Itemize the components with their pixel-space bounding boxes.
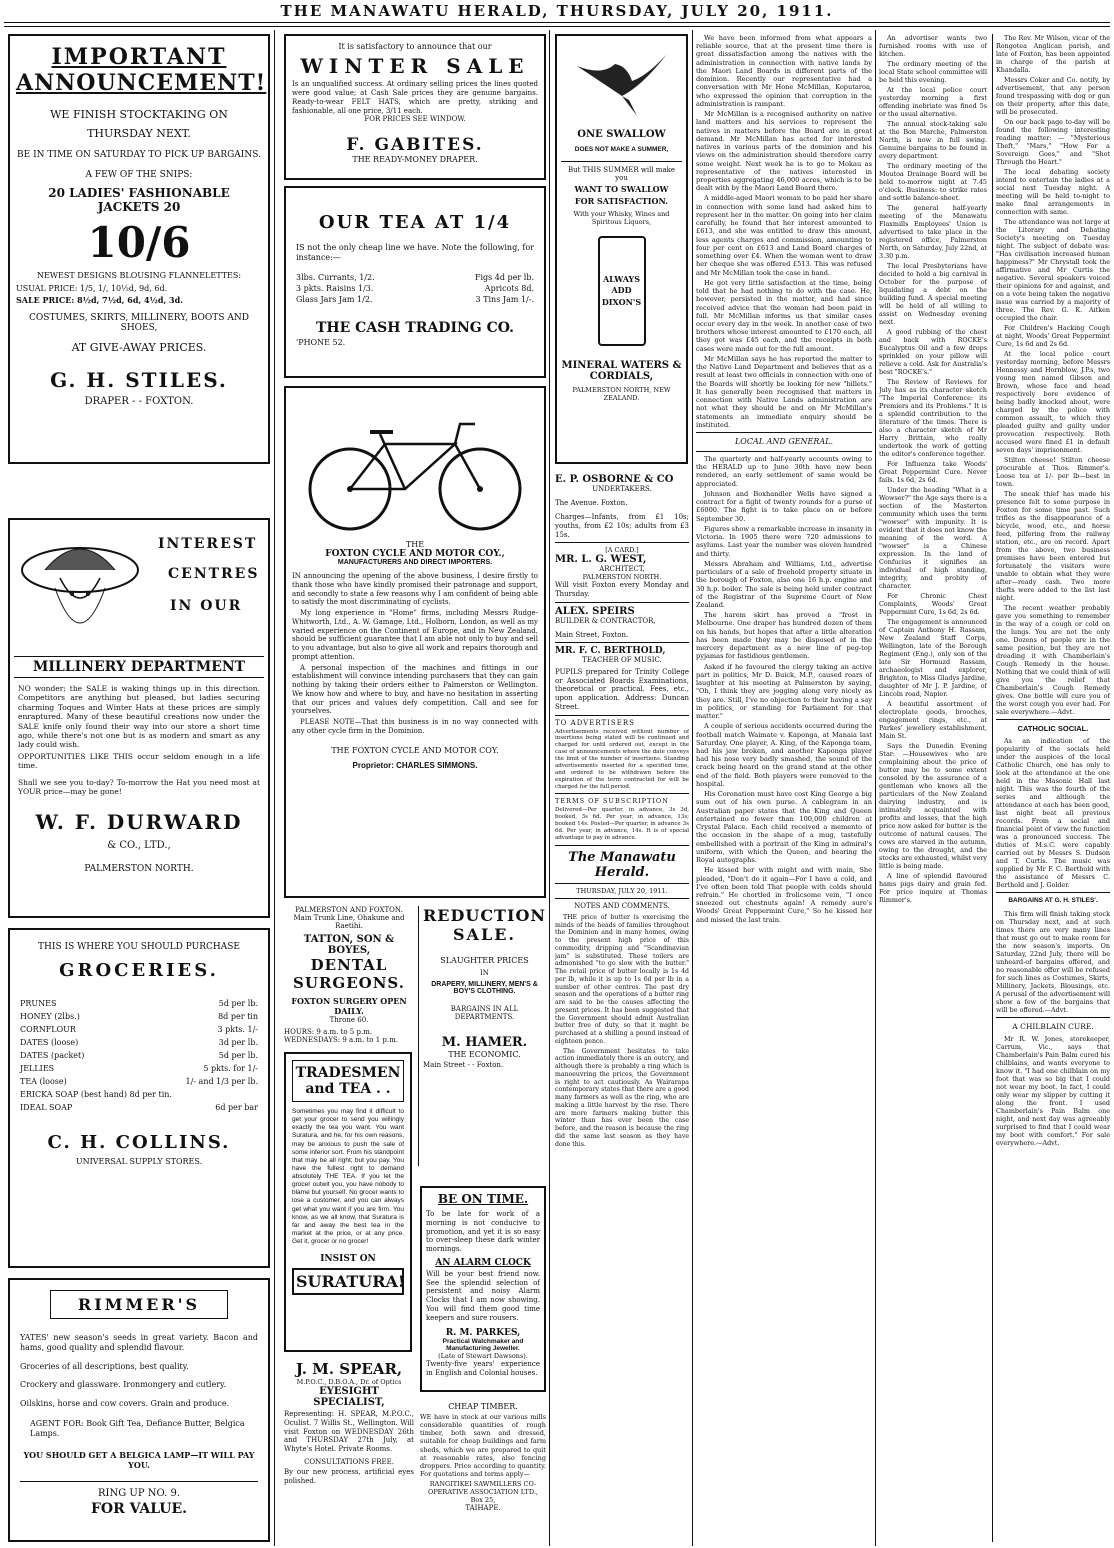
paragraph: The annual stock-taking sale at the Bon Marche, Palmerston North, is now in full swing. Genuine bargains to be found in every department. (879, 120, 987, 160)
ad-body: PUPILS prepared for Trinity College or Associated Boards Examinations, theoretical or practical. Fees, etc., upon application. Address: Duncan Street. (555, 667, 689, 711)
ad-body: Shall we see you to-day? To-morrow the Hat you need most at YOUR price—may be gone! (18, 778, 260, 797)
ad-text: FOXTON SURGERY OPEN DAILY. (291, 996, 407, 1016)
column-6 (992, 34, 1110, 1542)
suratura-ad (284, 1052, 412, 1352)
ad-text: M.P.O.C., D.B.O.A., Dr. of Optics (296, 1378, 402, 1386)
advertiser-name: C. H. COLLINS. (47, 1132, 231, 1153)
bicycle-illustration (295, 404, 535, 534)
item-price: 5d per lb. (218, 1051, 258, 1060)
item-price: 5d per lb. (218, 999, 258, 1008)
ad-signature: THE FOXTON CYCLE AND MOTOR COY. (331, 745, 499, 755)
gabites-ad (284, 34, 546, 180)
price-display: 10/6 (87, 218, 191, 267)
swallow-illustration (567, 46, 677, 121)
price-row (20, 997, 258, 1010)
paragraph: This firm will finish taking stock on Thursday next, and at such times there are very many lines that must go out to make room for the new season's imports. On Saturday, 22nd July, there will be unheard-of bargains offered, and no reasonable offer will be refused for such lines as Costumes, Skirts, Millinery, Jackets, Blousings, etc. A perusal of the advertisement will show a few of the bargains that will be offered.—Advt. (996, 909, 1110, 1014)
item: Apricots 8d. (484, 284, 534, 293)
ad-text: TATTON, SON & BOYES, (303, 934, 395, 956)
ad-heading: FOXTON CYCLE AND MOTOR COY., (325, 549, 505, 559)
column-divider (875, 30, 876, 1546)
paragraph: The recent weather probably gave you something to remember in the way of a cough or cold on the lungs. You are not the only one. Dozens of people are in the same position, but they are not dreading it with Chamberlain's Cough Remedy in the house. Nothing that we could think of will give you the relief that Chamberlain's Cough Remedy gives. One bottle will cure you of the worst cough you ever had. For sale everywhere.—Advt. (996, 604, 1110, 716)
paragraph: Figures show a remarkable increase in insanity in Victoria. In 1905 there were 720 admissions to asylums. Last year the number was eleven hundred and thirty. (696, 524, 872, 558)
paragraph: The sneak thief has made his presence felt to some purpose in Foxton for some time past. Such trifles as the disappearance of a bicycle, wood, etc., and horse feed, pilfering from the railway station, etc., are on record. Apart from the above, two business premises have been entered but fortunately the visitors were unable to obtain what they were after—ready cash. Two more thefts were added to the list last night. (996, 490, 1110, 602)
advertiser-place: PALMERSTON NORTH, NEW ZEALAND. (572, 386, 671, 402)
ad-heading: ANNOUNCEMENT! (16, 70, 267, 96)
ad-text: WANT TO SWALLOW (574, 184, 669, 194)
paragraph: A middle-aged Maori woman to be paid her share in connection with some land had asked him to represent her in the matter. On going into her claim carefully, he found that her interest amounted to £613, and she was entitled to draw this amount, less agents charges and commission, amounting to four per cent on £613 and Land Board charges of something over £4. When the woman went to draw her cheque she was offered £513. This was refused and Mr McMillan took the case in hand. (696, 194, 872, 277)
ad-heading: EYESIGHT SPECIALIST, (313, 1386, 385, 1408)
paragraph: The local Presbyterians have decided to hold a big carnival in October for the purpose of liquidating a debt on the building fund. A special meeting will be held of all willing to assist on Wednesday evening next. (879, 262, 987, 326)
ad-body: PLEASE NOTE—That this business is in no way connected with any other cycle firm in the Dominion. (292, 718, 538, 735)
item-price: 8d per tin (218, 1012, 258, 1021)
paragraph: The quarterly and half-yearly accounts owing to the HERALD up to June 30th have now been rendered, an early settlement of same would be appreciated. (696, 455, 872, 488)
advertiser-sub: ARCHITECT, (599, 565, 645, 574)
item: 3 Tins Jam 1/-. (475, 295, 534, 304)
price-row (20, 1062, 258, 1075)
item-name: DATES (packet) (20, 1051, 85, 1060)
ad-body: Sometimes you may find it difficult to get your grocer to send you willingly exactly the tea you want. You want Suratura, and he, for his own reasons, may be anxious to push the sale of some inferior sort. From his standpoint that may be all right; but you pay. You have the fullest right to demand absolutely THE TEA. If you let the grocer outwit you, you have nobody to blame but yourself. No grocer wants to lose a customer, and you can always get what you want if you are firm. You know, as we all know, that Suratura is far and away the best tea in the market at the price, or at any price. Get it, grocer or no grocer! (292, 1108, 404, 1245)
paragraph: Mr McMillan says he has reported the matter to the Native Land Department and believes that as a result at least two officials in connection with one of the Boards will shortly be looking for new "billets." It has generally been recognised that matters in connection with Native Lands administration are not what they should be and on Mr McMillan's statements an immediate enquiry should be instituted. (696, 354, 872, 429)
ad-body: Representing: H. SPEAR, M.P.O.C., Oculist. 7 Willis St., Wellington. Will visit Foxton on WEDNESDAY 26th and THURSDAY 27th July, at Whyte's Hotel. Private Rooms. (284, 1410, 414, 1453)
paragraph: The local debating society intend to entertain the ladies at a social next Tuesday night. A meeting will be held to-night to make final arrangements in connection with same. (996, 168, 1110, 216)
advertiser-sub: UNIVERSAL SUPPLY STORES. (75, 1157, 203, 1166)
ad-text: NEWEST DESIGNS BLOUSING FLANNELETTES: (36, 271, 242, 280)
ad-heading: IN OUR (170, 598, 243, 614)
paragraph: A couple of serious accidents occurred during the football match Waimate v. Kaponga, at Manaia last Saturday. One player, A. King, of the Kaponga team, had his jaw broken, and another Kaponga player had his nose very badly smashed, the sound of the crack being heard on the grand stand at the other end of the field. Both players were removed to the hospital. (696, 722, 872, 788)
advertiser-name: R. M. PARKES, (445, 1328, 521, 1339)
paragraph: Asked if he favoured the clergy taking an active part in politics, Mr D. Buick, M.P., caused roars of laughter at his meeting at Palmerston by saying, "Oh, I think they are jogging along very nicely as they are. Still, I've no objection to their having a say in politics, or standing for Parliament for that matter." (696, 662, 872, 721)
advertiser-name: E. P. OSBORNE & CO (555, 474, 674, 485)
section-heading: BARGAINS AT G. H. STILES'. (1008, 897, 1098, 905)
collins-ad (8, 928, 270, 1268)
cash-trading-ad (284, 186, 546, 378)
paragraph: For Children's Hacking Cough at night, Woods' Great Peppermint Cure, 1s 6d and 2s 6d. (996, 324, 1110, 348)
ad-text: A FEW OF THE SNIPS: (85, 170, 193, 180)
masthead-rule-2 (4, 26, 1110, 27)
paragraph: Mr R. W. Jones, storekeeper, Carrum, Vic., says that Chamberlain's Pain Balm cured his chilblains, and wants everyone to know it. "I had one chilblain on my foot that was so big that I could not wear my boot. In fact, I could only wear my slipper by cutting it along the front. I used Chamberlain's Pain Balm one night, and next day was agreeably surprised to find that I could wear my boot with comfort." For sale everywhere.—Advt. (996, 1034, 1110, 1147)
ad-body: Charges—Infants, from £1 10s; youths, from £2 10s; adults from £3 15s. (555, 513, 689, 539)
paragraph: Messrs Coker and Co. notify, by advertisement, that any person found trespassing with dog or gun on their property, after this date, will be prosecuted. (996, 76, 1110, 116)
price-list (20, 997, 258, 1114)
ad-heading: INTEREST (158, 536, 258, 552)
item: Figs 4d per lb. (474, 273, 534, 282)
section-heading: TERMS OF SUBSCRIPTION (555, 797, 669, 806)
advertiser-name: J. M. SPEAR, (295, 1360, 403, 1378)
ad-body: Crockery and glassware. Ironmongery and cutlery. (20, 1380, 227, 1390)
ad-text: Main Trunk Line, Ohakune and Raetihi. (293, 914, 405, 930)
ad-body: Will visit Foxton every Monday and Thursday. (555, 581, 689, 598)
item-name: HONEY (2lbs.) (20, 1012, 80, 1021)
advertiser-name: M. HAMER. (441, 1035, 528, 1050)
paragraph: At the local police court yesterday morning, before Messrs Hennessy and Hornblow, J.P.s, two young men named Gibson and Brown, whose face and head respectively bore evidence of being badly knocked about, were charged by the police with common assault, to which they pleaded guilty and guilty under provocation respectively. Both accused were fined £1 in default seven days' imprisonment. (996, 350, 1110, 454)
ad-text: THE (405, 540, 425, 549)
advertiser-name: MR. L. G. WEST, (555, 554, 647, 566)
item-name: DATES (loose) (20, 1038, 79, 1047)
ad-body: IN announcing the opening of the above business, I desire firstly to thank those who have kindly promised their patronage and support, and secondly to state a few reasons why I am confident of being able to satisfy the most discriminating of cyclists. (292, 572, 538, 607)
ad-heading: REDUCTION (423, 906, 546, 925)
ad-proprietor: Proprietor: CHARLES SIMMONS. (352, 760, 478, 770)
paper-date: THURSDAY, JULY 20, 1911. (576, 886, 668, 895)
timber-ad (420, 1402, 546, 1542)
ad-text: PALMERSTON AND FOXTON. (295, 906, 403, 914)
paragraph: We have been informed from what appears a reliable source, that at the present time there is great dissatisfaction among the natives with the administration in connection with native lands by the Maori Land Boards in different parts of the dominion. Recently our representative had a conversation with Mr Hone McMillan, Koputaroa, who expressed the opinion that corruption in the administration is rampant. (696, 34, 872, 108)
item-price: 3 pkts. 1/- (217, 1025, 258, 1034)
ad-text: WE FINISH STOCKTAKING ON (50, 108, 228, 121)
stiles-ad (8, 34, 270, 464)
advertiser-sub: Practical Watchmaker and Manufacturing Jeweller. (442, 1338, 524, 1353)
advertiser-sub: BUILDER & CONTRACTOR, (555, 616, 656, 625)
paragraph: The general half-yearly meeting of the Manawatu Flaxmills Employees' Union is advertised to take place in the registered office, Palmerston North, on Saturday, July 22nd, at 3.30 p.m. (879, 204, 987, 260)
ad-text: IN (480, 969, 489, 977)
ad-text: WEDNESDAYS: 9 a.m. to 1 p.m. (284, 1036, 398, 1044)
ad-text: RING UP NO. 9. (20, 1481, 258, 1499)
advertiser-place: PALMERSTON NORTH. (582, 573, 662, 582)
price-row (20, 1101, 258, 1114)
section-heading: CATHOLIC SOCIAL. (1017, 724, 1089, 733)
item-price: 1/- and 1/3 per lb. (185, 1077, 258, 1086)
item-price: 6d per bar (215, 1103, 258, 1112)
advertiser-name: ALEX. SPEIRS (555, 605, 635, 617)
ad-text: DOES NOT MAKE A SUMMER, (574, 146, 669, 153)
ad-body: YATES' new season's seeds in great variety. Bacon and hams, good quality and splendid flavour. (20, 1333, 258, 1353)
ad-body: Twenty-five years' experience in English and Colonial houses. (426, 1360, 540, 1377)
section-heading: NOTES AND COMMENTS. (574, 901, 670, 910)
ad-body: Oilskins, horse and cow covers. Grain and produce. (20, 1398, 230, 1408)
ad-heading: AN ALARM CLOCK (435, 1257, 531, 1268)
masthead-rule (4, 22, 1110, 23)
ad-body: IS not the only cheap line we have. Note the following, for instance:— (296, 243, 534, 262)
ad-text: DRAPERY, MILLINERY, MEN'S & BOY'S CLOTHING. (431, 981, 538, 995)
paragraph: His Coronation must have cost King George a big sum out of his own purse. A cablegram in an Australian paper states that the King and Queen entertained no fewer than 100,000 children at Crystal Palace. Each child received a memento of the occasion in the shape of a mug, tastefully embellished with a portrait of the King in admiral's uniform, with which the Queen, and bearing the Royal autographs. (696, 790, 872, 865)
paragraph: Messrs Abraham and Williams, Ltd., advertise particulars of a sale of freehold property situate in the borough of Foxton, also one 16 h.p. engine and 30 h.p. boiler. The sale is being held under contract of the Registrar of the Supreme Court of New Zealand. (696, 559, 872, 609)
ad-text: THIS IS WHERE YOU SHOULD PURCHASE (38, 942, 240, 952)
paragraph: A good rubbing of the chest and back with ROCKE's Eucalyptus Oil and a few drops sprinkled on your pillow will relieve a cold. Ask for Australia's best "ROCKE's." (879, 328, 987, 376)
ad-text: BE IN TIME ON SATURDAY TO PICK UP BARGAINS. (17, 150, 261, 160)
ad-body: Will be your best friend now. See the splendid selection of persistent and noisy Alarm Clocks that I am now showing. You will find them good time keepers and sure rousers. (426, 1269, 540, 1322)
hamer-ad (418, 906, 546, 1166)
paragraph: A beautiful assortment of electroplate goods, brooches, engagement rings, etc., at Parkes' jewellery establishment, Main St. (879, 700, 987, 740)
paragraph: Johnson and Boxhandler Wells have signed a contract for a fight of twenty rounds for a purse of £6000. The fight is to take place on or before September 30. (696, 489, 872, 523)
item: Glass Jars Jam 1/2. (296, 295, 373, 304)
item-price: 3d per lb. (218, 1038, 258, 1047)
ad-text: It is satisfactory to announce that our (338, 42, 492, 51)
advertiser-name: RIMMER'S (50, 1290, 228, 1319)
item: 3 pkts. Raisins 1/3. (296, 284, 374, 293)
item-name: ERICKA SOAP (best hand) 8d per tin. (20, 1090, 173, 1099)
ad-text: 20 LADIES' FASHIONABLE JACKETS 20 (48, 186, 230, 214)
hat-illustration (20, 528, 140, 648)
ad-body: WE have in stock at our various mills considerable quantities of rough timber, both sawn and dressed, suitable for cheap buildings and farm sheds, which we are prepared to quit at reasonable rates, also fencing droppers. Price according to quantity. For quotations and terms apply— (420, 1413, 546, 1478)
column-3-cards (555, 474, 689, 1544)
item-row (296, 284, 534, 293)
ad-heading: CHEAP TIMBER. (448, 1402, 518, 1411)
ad-text: [A CARD.] (605, 546, 639, 555)
ad-heading: OUR TEA AT 1/4 (318, 212, 512, 233)
ad-text: MANUFACTURERS AND DIRECT IMPORTERS. (337, 559, 493, 566)
paragraph: The Government hesitates to take action immediately there is an outcry, and although there is probably a ring which is manoeuvring the prices, the Government is right to act cautiously. As Wairarapa contemporary states that there are a good many farmers as well as the ring, who are making a little harvest by the rise. There are more farmers making butter this winter than has ever been the case before, and the reason is because the ring did the same last season as they have done this. (555, 1047, 689, 1148)
paragraph: At the local police court yesterday morning a first offending inebriate was fined 5s or the usual alternative. (879, 86, 987, 118)
ad-heading: BE ON TIME. (437, 1192, 529, 1206)
advertiser-name: MR. F. C. BERTHOLD, (555, 645, 666, 656)
article-body (555, 914, 689, 1149)
advertiser-sub: THE ECONOMIC. (448, 1050, 521, 1059)
paragraph: He kissed her with might and with main, She pleaded, "Don't do it again—For I have a cold, and I've often been told That people with colds should refrain." He chortled in frolicsome vein, "I once sneezed out chestnuts again! A remedy sure's Woods' Great Peppermint Cure," So he kissed her and missed the last train. (696, 866, 872, 924)
section-heading: TO ADVERTISERS (555, 718, 635, 727)
item-name: JELLIES (20, 1064, 55, 1073)
notice-body: Advertisements received without number of insertions being stated will be continued and charged for until ordered out, except in the case of announcements where the date conveys the limit of the number of insertions. Standing advertisements inserted for a specified time, and ordered to be withdrawn before the expiration of the term contracted for will be charged for the full period. (555, 728, 689, 790)
ad-text: THURSDAY NEXT. (87, 127, 191, 140)
paragraph: An advertiser wants two furnished rooms with use of kitchen. (879, 34, 987, 58)
ad-text: But THIS SUMMER will make you (561, 161, 682, 182)
paragraph: THE price of butter is exercising the minds of the heads of families throughout the Dominion and in many homes, owing to the present high price of this commodity, dripping and "Scandinavian jam" is substituted. These toilers are admonished "to go slow with the butter." The retail price of butter locally is 1s 4d per lb, while it is up to 1s 6d per lb in a number of other centres. The past dry season and the operations of a butter ring are said to be the causes affecting the present prices. It has been suggested that the Government should admit Australian butter free of duty, so that it might be purchased at a shilling a pound instead of eighteen pence. (555, 913, 689, 1045)
column-divider (274, 30, 275, 1546)
ad-text: Throne 60. (329, 1016, 369, 1024)
paragraph: Says the Dunedin Evening Star: —Housewives who are complaining about the price of butter may be to some extent consoled by the assurance of a gentleman who knows all the particulars of the New Zealand dairying industry, and is intimately acquainted with profits and losses, that the high price now asked for butter is the outcome of natural causes. The cows are starved in the autumn, owing to the drought, and the stocks are exhausted, whilst very little is being made. (879, 742, 987, 870)
masthead: THE MANAWATU HERALD, THURSDAY, JULY 20, 1911. (280, 2, 834, 20)
advertiser-sub: TEACHER OF MUSIC. (582, 655, 662, 664)
paragraph: As an indication of the popularity of the socials held under the auspices of the local Catholic Church, one has only to look at the attendance at the one held in the Masonic Hall last night. This was the fourth of the series and although the attendance at each has been good, last night beat all previous records. From a social and financial point of view the function was a pronounced success. The duties of M.s.C. were capably carried out by Messrs S. Dudson and T. Curtis. The music was supplied by Mr F. C. Berthold with the assistance of Messrs C. Berthold and J. Golder. (996, 737, 1110, 890)
ad-heading: ONE SWALLOW (577, 129, 666, 140)
ad-text: AT GIVE-AWAY PRICES. (71, 341, 207, 354)
paragraph: The engagement is announced of Captain Anthony H. Rassam, New Zealand Staff Corps, Wellington, late of the Borough Regiment (Eng.), only son of the late Sir Hormuzd Rassam, archaeologist and explorer, Brighton, to Miss Gladys Jardine, daughter of Mr J. P. Jardine, of Lincoln road, Napier. (879, 618, 987, 698)
ad-body: YOU SHOULD GET A BELGICA LAMP—IT WILL PAY YOU. (23, 1449, 255, 1471)
ad-text: FOR VALUE. (90, 1500, 188, 1517)
paragraph: The harem skirt has proved a "frost in Melbourne. One draper has hundred dozen of them on his hands, but hopes that after a little alteration has been made they may be disposed of in the mercery department as a new line of peg-top pyjamas for fastidious gentlemen. (696, 611, 872, 661)
ad-body: My long experience in "Home" firms, including Messrs Rudge-Whitworth, Ltd., A. W. Gamage, Ltd., Holborn, London, as well as my varied experience on the Continent of Europe, and in New Zealand, should be sufficient guarantee that I am able not only to buy and sell to you advantage, but also to give all work and repairs thorough and prompt attention. (292, 609, 538, 661)
paper-title: The Manawatu Herald. (568, 849, 676, 880)
price-row (20, 1075, 258, 1088)
ad-text: With your Whisky, Wines and Spiritous Liquors, (573, 210, 670, 226)
price-row (20, 1049, 258, 1062)
ad-text: FOR SATISFACTION. (574, 196, 669, 206)
paragraph: For Chronic Chest Complaints, Woods' Great Peppermint Cure, 1s 6d, 2s 6d. (879, 592, 987, 616)
dixon-ad (555, 34, 688, 464)
price-row (20, 1023, 258, 1036)
ad-body: Groceries of all descriptions, best quality. (20, 1361, 189, 1371)
advertiser-sub: DRAPER - - FOXTON. (84, 396, 194, 407)
ad-text: HOURS: 9 a.m. to 5 p.m. (284, 1028, 373, 1036)
advertiser-name: RANGITIKEI SAWMILLERS CO-OPERATIVE ASSOCIATION LTD., (427, 1480, 538, 1496)
rimmer-ad (8, 1278, 270, 1542)
ad-heading: IMPORTANT (51, 44, 227, 70)
usual-price: USUAL PRICE: 1/5, 1/, 10½d, 9d, 6d. (16, 284, 168, 293)
parkes-ad (420, 1186, 546, 1392)
ad-body: Is an unqualified success. At ordinary selling prices the lines quoted were good value; at Cash Sale prices they are genuine bargains. Ready-to-wear FELT HATS, which are pretty, striking and fashionable, all one price, 3/11 each. (292, 80, 538, 115)
advertiser-place: The Avenue. Foxton. (555, 499, 628, 507)
paragraph: Stilton cheese! Stilton cheese procurable at Thos. Rimmer's. Loose tea at 1/- per lb—best in town. (996, 456, 1110, 488)
advertiser-place: Main Street, Foxton. (555, 630, 629, 639)
advertiser-phone: 'PHONE 52. (296, 338, 346, 347)
notice-body: Delivered—Per quarter, in advance, 3s 3d, booked, 3s 6d. Per year, in advance, 13s; booked 14s. Posted—Per quarter, in advance 3s 6d. Per year, in advance, 14s. It is of special advantage to pay in advance. (555, 807, 689, 841)
item-name: PRUNES (20, 999, 57, 1008)
advertiser-sub: THE READY-MONEY DRAPER. (352, 155, 478, 165)
ad-body: By our new process, artificial eyes polished. (284, 1467, 414, 1485)
paragraph: The Rev. Mr Wilson, vicar of the Rongotea Anglican parish, and late of Foxton, has been appointed in charge of the parish at Khandalla. (996, 34, 1110, 74)
column-4 (696, 34, 872, 1542)
ad-text: INSIST ON (320, 1254, 376, 1265)
paragraph: The Review of Reviews for July has as its character sketch "The Imperial Conference: its Premiers and its Problems." It is a splendid contribution to the literature of the times. There is also a character sketch of Mr Harry Brittain, who really undertook the work of getting the editor's conference together. (879, 378, 987, 458)
ad-text: SLAUGHTER PRICES (440, 956, 529, 965)
paragraph: He got very little satisfaction at the time, being told that he had nothing to do with the case. He, however, persisted in the matter, and had since received advice that the woman had been paid in full. Mr McMillan informs us that similar cases occur every day in the week. In another case of two brothers whose interest amounted to £170 each, all they got was £45 each, and the receipts in both cases were made out for the full amount. (696, 278, 872, 353)
paragraph: The ordinary meeting of the Moutoa Drainage Board will be held to-morrow night at 7.45 o'clock. Business: to strike rates and settle balance-sheet. (879, 162, 987, 202)
ad-body: NO wonder; the SALE is waking things up in this direction. Competitors are anything but pleased, but ladies securing charming Toques and Winter Hats at these prices are simply enraptured. Many of these beautiful creations now under the SALE knife only found their way into our store a short time ago, while there's not one but is as modern and smart as any lady could wish. (18, 684, 260, 750)
ad-heading: GROCERIES. (59, 960, 219, 981)
advertiser-sub: UNDERTAKERS. (592, 485, 652, 493)
item-name: TEA (loose) (20, 1077, 67, 1086)
advertiser-place: Main Street - - Foxton. (423, 1061, 504, 1069)
item-name: IDEAL SOAP (20, 1103, 73, 1112)
paragraph: A line of splendid flavoured hams pigs dairy and grain fed. For price inquire at Thomas Rimmer's. (879, 872, 987, 904)
item-price: 5 pkts. for 1/- (203, 1064, 258, 1073)
ad-heading: MILLINERY DEPARTMENT (14, 656, 264, 678)
section-heading: A CHILBLAIN CURE. (1012, 1021, 1094, 1031)
ad-text: TAIHAPE. (465, 1504, 501, 1512)
column-divider (692, 30, 693, 1546)
paragraph: The ordinary meeting of the local State school committee will be held this evening. (879, 60, 987, 84)
paragraph: The attendance was not large at the Literary and Debating Society's meeting on Tuesday night. The subject of debate was: "Has civilisation increased human happiness?" Mr Chrystall took the affirmative and Mr Curtis the negative. Several speakers voiced their opinions for and against, and on a vote being taken the negative issue was carried by a majority of three. The Rev. G. K. Aitken occupied the chair. (996, 218, 1110, 322)
dixon-bottle-label (598, 236, 646, 346)
advertiser-name: F. GABITES. (346, 135, 484, 156)
price-row (20, 1036, 258, 1049)
ad-heading: TRADESMEN and TEA . . (292, 1060, 404, 1102)
section-heading: LOCAL AND GENERAL. (734, 437, 834, 447)
paragraph: For Influenza take Woods' Great Peppermint Cure. Never fails. 1s 6d, 2s 6d. (879, 460, 987, 484)
price-row (20, 1088, 258, 1101)
ad-heading: SALE. (453, 925, 516, 944)
paragraph: On our back page to-day will be found the following interesting reading matter: — "Mysterious Theft," "Mars," "How For a Sovereign Goes," and "Shot Through the Heart." (996, 118, 1110, 166)
dental-ad (284, 906, 414, 1046)
item-row (296, 273, 534, 282)
advertiser-name: MINERAL WATERS & CORDIALS, (561, 360, 682, 382)
ad-body: AGENT FOR: Book Gift Tea, Defiance Butter, Belgica Lamps. (30, 1418, 245, 1439)
paragraph: Under the heading "What is a Wowser?" the Age says there is a section of the Masterton community which uses the term "wowser" with impunity. It is evident that it does not know the meaning of the word. A "wowser" is a Chinese expression. In the land of Confucius it signifies an individual of high standing, integrity, and probity of character. (879, 486, 987, 590)
durward-ad (8, 518, 270, 918)
ad-text: FOR PRICES SEE WINDOW. (364, 115, 466, 124)
column-5 (879, 34, 987, 1542)
sale-price: SALE PRICE: 8½d, 7½d, 6d, 4½d, 3d. (16, 295, 183, 305)
ad-body: To be late for work of a morning is not conducive to promotion, and yet it is so easy to over-sleep these dark winter mornings. (426, 1210, 540, 1253)
advertiser-place: PALMERSTON NORTH. (84, 864, 194, 874)
item-name: CORNFLOUR (20, 1025, 76, 1034)
advertiser-name: THE CASH TRADING CO. (315, 320, 515, 336)
brand-name: SURATURA! (292, 1268, 404, 1295)
ad-heading: CENTRES (168, 566, 260, 582)
advertiser-sub: (Late of Stewart Dawsons). (438, 1352, 528, 1361)
cycle-ad (284, 386, 546, 898)
ad-text: Box 25, (470, 1496, 496, 1504)
advertiser-name: G. H. STILES. (50, 368, 228, 392)
paragraph: Mr McMillan is a recognised authority on native land matters and his services to represent the natives in matters before the Board are in great demand. Mr McMillan has acted for interested natives in various parts of the dominion and his views on the administration should therefore carry some weight. Next week he is to go to Mokau as representative of the natives interested in properties aggregating 46,000 acres, which is to be dealt with by the Maori Land Board there. (696, 110, 872, 193)
item: 3lbs. Currants, 1/2. (296, 273, 375, 282)
advertiser-sub: & CO., LTD., (107, 840, 171, 851)
column-divider (549, 30, 550, 1546)
ad-text: BARGAINS IN ALL DEPARTMENTS. (450, 1005, 519, 1021)
item-row (296, 295, 534, 304)
label-text: ALWAYS ADD DIXON'S (601, 274, 642, 307)
ad-heading: DENTAL SURGEONS. (293, 956, 405, 992)
price-row (20, 1010, 258, 1023)
spear-ad (284, 1360, 414, 1544)
ad-heading: WINTER SALE (300, 54, 530, 79)
advertiser-name: W. F. DURWARD (35, 810, 243, 834)
ad-text: CONSULTATIONS FREE. (304, 1457, 394, 1466)
ad-body: OPPORTUNITIES LIKE THIS occur seldom enough in a life time. (18, 752, 260, 771)
ad-text: COSTUMES, SKIRTS, MILLINERY, BOOTS AND SHOES, (29, 313, 249, 333)
ad-body: A personal inspection of the machines and fittings in our establishment will convince intending purchasers that they can gain nothing by taking their orders either to Palmerston or Wellington. We know how and where to buy, and have no hesitation in asserting that our prices and values defy competition. Call and see for yourselves. (292, 663, 538, 716)
